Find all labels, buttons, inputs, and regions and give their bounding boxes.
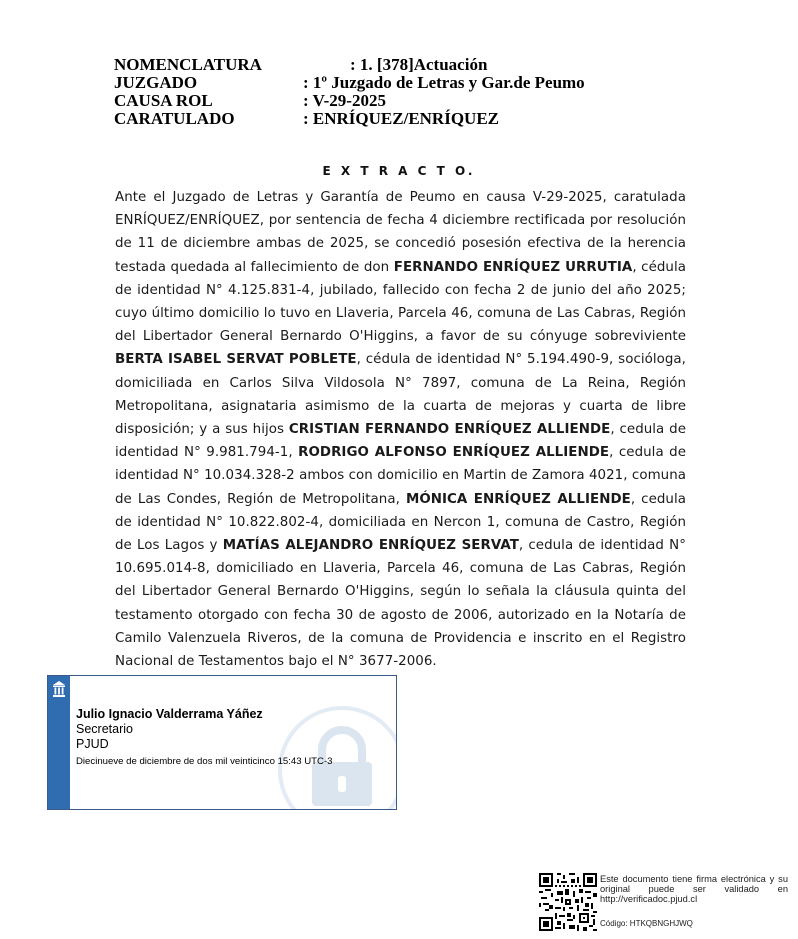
signer-name: Julio Ignacio Valderrama Yáñez — [76, 707, 263, 721]
extracto-title: E X T R A C T O. — [322, 164, 476, 178]
header-label: CARATULADO — [114, 109, 235, 128]
header-value: : V-29-2025 — [303, 91, 386, 110]
verification-notice: Este documento tiene firma electrónica y su original puede ser validado en http://verificadoc.pjud.cl — [600, 874, 788, 905]
qr-code-icon — [539, 873, 597, 931]
signature-details — [76, 706, 336, 768]
body-text-segment: , cedula de identidad N° 9.981.794-1, — [115, 422, 686, 461]
verification-code: Código: HTKQBNGHJWQ — [600, 919, 693, 928]
person-name: BERTA ISABEL SERVAT POBLETE — [115, 352, 357, 368]
body-text-segment: , cedula de identidad N° 10.695.014-8, domiciliado en Llaveria, Parcela 46, comuna de Las Cabras, Región del Libertador General Bernardo O'Higgins, según lo señala la cláusula quinta del testamento otorgado con fecha 30 de agosto de 2006, autorizado en la Notaría de Camilo Valenzuela Riveros, de la comuna de Providencia e inscrito en el Registro Nacional de Testamentos bajo el N° 3677-2006. — [115, 538, 686, 670]
signature-date: Diecinueve de diciembre de dos mil veinticinco 15:43 UTC-3 — [76, 756, 333, 767]
header-value: : 1. [378]Actuación — [350, 55, 488, 74]
courthouse-icon — [52, 680, 66, 698]
header-label: JUZGADO — [114, 73, 198, 92]
body-text-segment: , cédula de identidad N° 4.125.831-4, jubilado, fallecido con fecha 2 de junio del año 2025; cuyo último domicilio lo tuvo en Llaveria, Parcela 46, comuna de Las Cabras, Región del Libertador General Bernardo O'Higgins, a favor de su cónyuge sobreviviente — [115, 259, 686, 345]
header-value: : 1º Juzgado de Letras y Gar.de Peumo — [303, 73, 585, 92]
signer-role: Secretario — [76, 722, 133, 736]
body-text-segment: , cédula de identidad N° 5.194.490-9, socióloga, domiciliada en Carlos Silva Vildosola N° 7897, comuna de La Reina, Región Metropolitana, asignataria asimismo de la cuarta de mejoras y cuarta de libre disposición; y a sus hijos — [115, 352, 686, 438]
extracto-body — [115, 186, 686, 673]
header-label: CAUSA ROL — [114, 91, 213, 110]
body-text-segment: Ante el Juzgado de Letras y Garantía de Peumo en causa V-29-2025, caratulada ENRÍQUEZ/ENRÍQUEZ, por sentencia de fecha 4 diciembre rectificada por resolución de 11 de diciembre ambas de 2025, se concedió posesión efectiva de la herencia testada quedada al fallecimiento de don — [115, 190, 686, 275]
person-name: RODRIGO ALFONSO ENRÍQUEZ ALLIENDE — [298, 445, 610, 461]
person-name: MATÍAS ALEJANDRO ENRÍQUEZ SERVAT — [222, 538, 519, 554]
person-name: FERNANDO ENRÍQUEZ URRUTIA — [393, 259, 633, 275]
body-text-segment: , cedula de identidad N° 10.822.802-4, domiciliada en Nercon 1, comuna de Castro, Región de Los Lagos y — [115, 491, 686, 554]
header-value: : ENRÍQUEZ/ENRÍQUEZ — [303, 109, 500, 128]
signature-side-bar — [48, 676, 70, 809]
person-name: CRISTIAN FERNANDO ENRÍQUEZ ALLIENDE — [288, 422, 611, 438]
header-label: NOMENCLATURA — [114, 55, 262, 74]
signer-organization: PJUD — [76, 737, 109, 751]
signature-box — [47, 675, 397, 810]
person-name: MÓNICA ENRÍQUEZ ALLIENDE — [405, 491, 631, 507]
body-text-segment: , cedula de identidad N° 10.034.328-2 ambos con domicilio en Martin de Zamora 4021, comuna de Las Condes, Región de Metropolitana, — [115, 445, 686, 507]
